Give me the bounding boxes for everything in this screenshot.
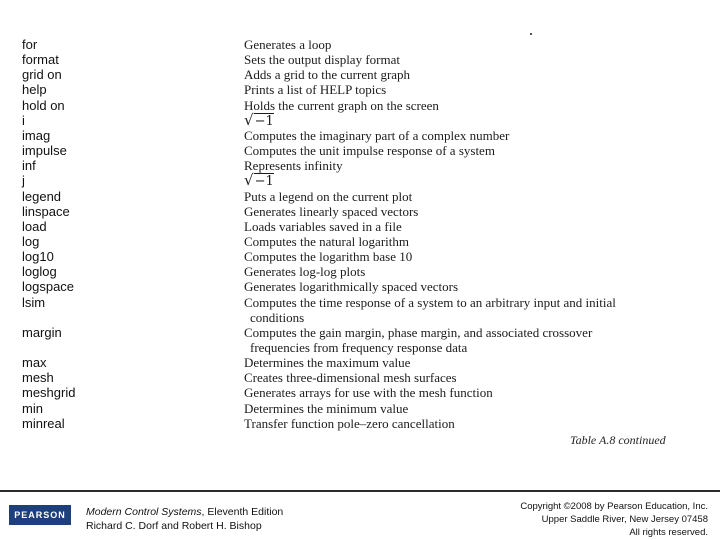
table-row — [0, 295, 720, 310]
command-name: margin — [22, 324, 62, 340]
table-row — [0, 279, 720, 294]
table-row — [0, 52, 720, 67]
table-row — [0, 158, 720, 173]
table-row — [0, 82, 720, 97]
command-name: max — [22, 355, 47, 371]
command-name: grid on — [22, 67, 62, 83]
command-description: Represents infinity — [244, 158, 343, 174]
command-description: Sets the output display format — [244, 52, 400, 68]
command-description: Holds the current graph on the screen — [244, 97, 439, 113]
table-row — [0, 385, 720, 400]
table-row-continuation — [0, 340, 720, 355]
command-description: Determines the minimum value — [244, 400, 409, 416]
command-description: Creates three-dimensional mesh surfaces — [244, 370, 457, 386]
command-name: j — [22, 173, 25, 189]
radical-sign: √ — [244, 171, 254, 190]
radicand: −1 — [254, 113, 274, 129]
command-name: lsim — [22, 294, 46, 310]
command-name: min — [22, 400, 43, 416]
command-description: Adds a grid to the current graph — [244, 67, 411, 83]
command-name: log — [22, 233, 40, 249]
table-row — [0, 234, 720, 249]
command-name: hold on — [22, 97, 65, 113]
command-description: Generates linearly spaced vectors — [244, 203, 419, 219]
table-row — [0, 219, 720, 234]
command-name: imag — [22, 127, 51, 143]
command-description: Computes the logarithm base 10 — [244, 249, 413, 265]
table-row — [0, 173, 720, 188]
command-name: impulse — [22, 143, 67, 159]
command-name: format — [22, 52, 59, 68]
command-description: Determines the maximum value — [244, 355, 411, 371]
command-description: Transfer function pole–zero cancellation — [244, 415, 455, 431]
table-row — [0, 37, 720, 52]
command-description: Generates log-log plots — [244, 264, 366, 280]
table-row — [0, 370, 720, 385]
table-row — [0, 204, 720, 219]
table-caption: Table A.8 continued — [570, 433, 666, 447]
radicand: −1 — [254, 174, 274, 190]
command-name: loglog — [22, 264, 57, 280]
slide-footer — [0, 490, 720, 540]
copyright-line-3: All rights reserved. — [629, 527, 708, 538]
command-name: help — [22, 82, 47, 98]
command-description: Prints a list of HELP topics — [244, 82, 387, 98]
book-info — [86, 505, 283, 533]
command-description: Computes the unit impulse response of a system — [244, 143, 495, 159]
table-row — [0, 264, 720, 279]
pearson-logo: PEARSON — [9, 505, 71, 525]
book-edition: , Eleventh Edition — [201, 506, 284, 518]
table-row — [0, 401, 720, 416]
command-name: load — [22, 218, 47, 234]
command-name: i — [22, 112, 25, 128]
stray-mark — [530, 33, 532, 35]
command-name: log10 — [22, 249, 54, 265]
command-name: mesh — [22, 370, 54, 386]
command-name: minreal — [22, 415, 65, 431]
table-row — [0, 355, 720, 370]
command-description: Puts a legend on the current plot — [244, 188, 413, 204]
table-row — [0, 128, 720, 143]
command-description: Computes the imaginary part of a complex number — [244, 127, 510, 143]
table-row-continuation — [0, 310, 720, 325]
table-row — [0, 325, 720, 340]
command-description: Generates arrays for use with the mesh function — [244, 385, 493, 401]
command-name: logspace — [22, 279, 75, 295]
book-title: Modern Control Systems — [86, 506, 202, 518]
table-row — [0, 67, 720, 82]
book-authors: Richard C. Dorf and Robert H. Bishop — [86, 520, 262, 532]
radical-sign: √ — [244, 110, 254, 129]
command-name: for — [22, 37, 38, 52]
table-row — [0, 110, 720, 129]
table-row — [0, 143, 720, 158]
command-name: inf — [22, 158, 36, 174]
table-row — [0, 98, 720, 113]
command-description: Computes the gain margin, phase margin, and associated crossover — [244, 324, 593, 340]
command-name: legend — [22, 188, 62, 204]
command-description-continued: frequencies from frequency response data — [250, 340, 468, 355]
copyright-line-1: Copyright ©2008 by Pearson Education, Inc. — [520, 501, 708, 512]
table-row — [0, 189, 720, 204]
table-row — [0, 249, 720, 264]
command-description: Generates a loop — [244, 37, 332, 52]
footer-divider — [0, 490, 720, 492]
table-row — [0, 416, 720, 431]
copyright-line-2: Upper Saddle River, New Jersey 07458 — [541, 514, 708, 525]
command-description-continued: conditions — [250, 309, 305, 325]
command-name: meshgrid — [22, 385, 76, 401]
command-description: Loads variables saved in a file — [244, 218, 402, 234]
command-description: Generates logarithmically spaced vectors — [244, 279, 459, 295]
command-description: Computes the natural logarithm — [244, 233, 409, 249]
command-description: Computes the time response of a system to an arbitrary input and initial — [244, 294, 616, 310]
copyright-notice — [448, 500, 708, 539]
command-name: linspace — [22, 203, 70, 219]
